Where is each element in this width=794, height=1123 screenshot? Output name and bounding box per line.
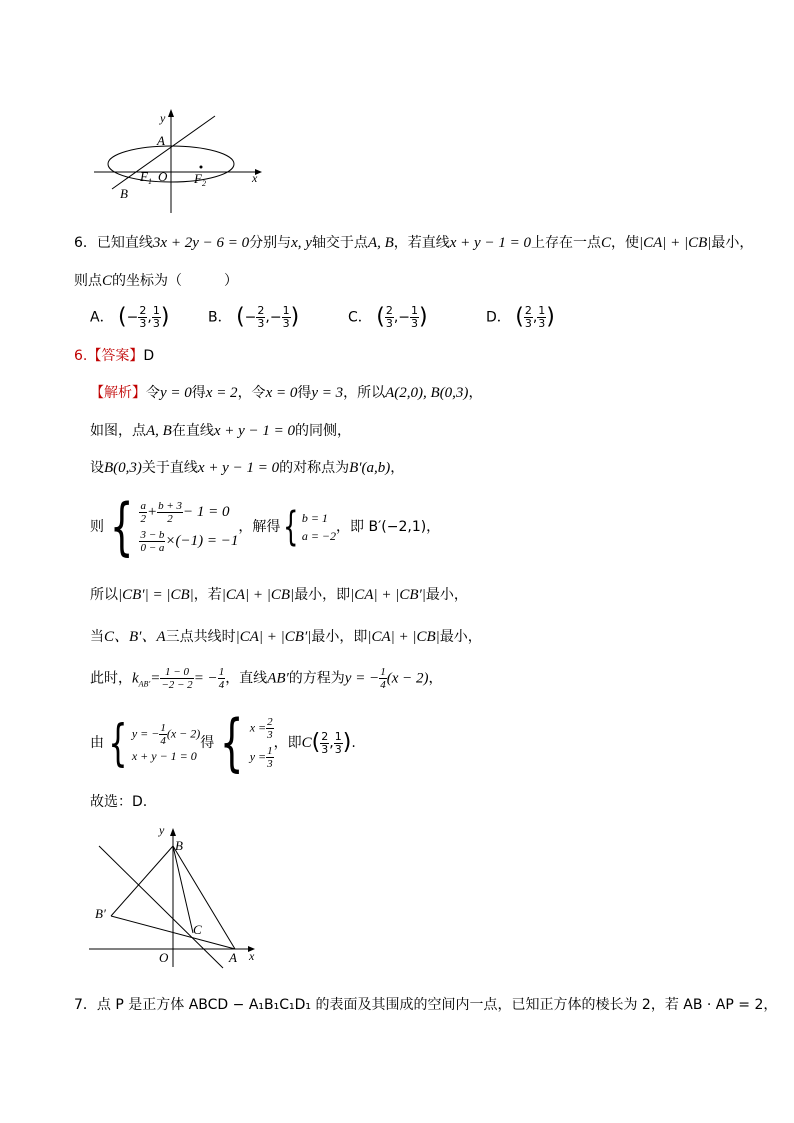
analysis-line4: 则{ $\frac{a}{2}$ + $\frac{b + 3}{2}$ − 1 = 0 $\frac{3 - b}{0 - a}$ ×(−1) = −1 ，解得{ b = 1 a = −2 ，即 B′(−2,1)， (90, 490, 441, 563)
label-a: A (229, 950, 237, 965)
math: x + y − 1 = 0 (197, 460, 280, 476)
text: ，即 B′(−2,1)， (336, 519, 441, 535)
analysis-line2 (90, 421, 351, 441)
label-o: O (159, 950, 169, 965)
text: 得 (200, 735, 215, 751)
y-axis-arrow (168, 109, 174, 117)
fraction: $\frac{1}{3}$ (282, 304, 290, 330)
analysis-line6 (90, 627, 482, 647)
text: ，即 (273, 735, 302, 751)
option-d[interactable]: D． ( $\frac{2}{3}$ , $\frac{1}{3}$ ) (486, 304, 555, 330)
label-x: x (249, 949, 255, 963)
option-sign: − (269, 309, 282, 326)
fraction: $\frac{2}{3}$ (524, 304, 532, 330)
answer-header (74, 346, 154, 366)
text: 最小，即 (294, 587, 351, 603)
text: 令 (146, 385, 160, 401)
option-sep: , (532, 309, 538, 326)
fraction: $\frac{2}{3}$ (385, 304, 393, 330)
math: x = 2 (205, 385, 238, 401)
fraction: $\frac{2}{3}$ (139, 304, 147, 330)
label-o: O (158, 169, 168, 184)
focus-f2-dot (200, 166, 203, 169)
text: 最小， (439, 629, 482, 645)
q6-line2 (74, 271, 238, 291)
reflection-figure (85, 822, 265, 972)
q6-text: 上存在一点 (530, 235, 601, 251)
text: ，令 (237, 385, 266, 401)
option-sep: , (265, 309, 270, 326)
q6-text: 最小， (711, 235, 754, 251)
q6-text: 分别与 (249, 235, 292, 251)
math: |CA| + |CB| (221, 587, 295, 603)
label-c: C (193, 922, 202, 937)
math: A, B (146, 423, 172, 439)
text: ， (468, 385, 483, 401)
text: ，解得 (238, 519, 281, 535)
segment-b-a (173, 846, 235, 949)
text: ，若 (193, 587, 222, 603)
q6-math: x, y (291, 235, 312, 251)
option-a[interactable]: A． (− $\frac{2}{3}$ , $\frac{1}{3}$ ) (90, 304, 170, 330)
option-label: A． (90, 309, 114, 326)
fraction: $\frac{2}{3}$ (257, 304, 265, 330)
q6-number: 6． (74, 235, 97, 251)
equation-system: y = − $\frac{1}{4}$ (x − 2) x + y − 1 = 0 (131, 721, 201, 763)
q7-line (74, 995, 777, 1015)
math: C、B′、A (104, 629, 166, 645)
analysis-line5 (90, 585, 468, 605)
equation-2: $\frac{3 - b}{0 - a}$ ×(−1) = −1 (140, 529, 239, 554)
q6-text: ，使 (610, 235, 639, 251)
math: B(0,3) (104, 460, 142, 476)
q6-math: |CA| + |CB| (638, 235, 712, 251)
q7-number: 7． (74, 997, 97, 1013)
analysis-line7: 此时，$k_{AB'}=$ $\frac{1 - 0}{-2 - 2}$ = − $\frac{1}{4}$ ，直线AB′的方程为y = − $\frac{1}{4}$ (x − 2)， (90, 666, 443, 691)
option-label: B． (208, 309, 232, 326)
label-f2: F (194, 171, 202, 186)
fraction: $\frac{1}{3}$ (411, 304, 419, 330)
q6-math: x + y − 1 = 0 (449, 235, 531, 251)
option-sign: − (126, 309, 139, 326)
text: 的同侧， (295, 423, 352, 439)
q6-math: A, B (367, 235, 394, 251)
q6-options (90, 305, 610, 335)
ellipse-figure (90, 105, 270, 215)
label-f2-sub: 2 (202, 179, 206, 188)
label-a: A (157, 133, 165, 148)
q6-math: C (600, 235, 611, 251)
answer-choice: D (143, 348, 155, 364)
analysis-line3 (90, 458, 404, 478)
fraction: $\frac{1}{4}$ (218, 666, 225, 691)
label-b: B (175, 838, 183, 853)
text: 当 (90, 629, 104, 645)
label-x: x (252, 171, 258, 185)
conclusion (90, 792, 147, 812)
option-label: C． (348, 309, 372, 326)
option-sign: − (398, 309, 411, 326)
q6-math: 3x + 2y − 6 = 0 (152, 235, 250, 251)
text: 所以 (90, 587, 118, 603)
option-label: D． (486, 309, 511, 326)
text: 得 (191, 385, 206, 401)
q6-math: C (102, 273, 113, 289)
solution-system: b = 1 a = −2 (301, 511, 337, 543)
analysis-line8: 由{ y = − $\frac{1}{4}$ (x − 2) x + y − 1 = 0 得{ x = $\frac{2}{3}$ y = $\frac{1}{3}$ ，即C( $\frac{2}{3}$ , $\frac{1}{3}$ ). (90, 706, 356, 779)
text: 最小，即 (311, 629, 368, 645)
fraction: $\frac{1 - 0}{-2 - 2}$ (161, 666, 193, 691)
label-y: y (159, 823, 165, 837)
math: y = 3 (311, 385, 344, 401)
q6-line1 (74, 233, 753, 253)
text: 最小， (425, 587, 468, 603)
option-c[interactable]: C． ( $\frac{2}{3}$ ,− $\frac{1}{3}$ ) (348, 304, 428, 330)
label-bprime: B′ (95, 906, 106, 921)
math: B′(a,b) (349, 460, 391, 476)
text: 三点共线时 (165, 629, 236, 645)
label-f1: F (140, 169, 148, 184)
conclusion-text: 故选：D. (90, 794, 148, 810)
text: 关于直线 (141, 460, 198, 476)
equation-system (139, 500, 238, 554)
math: A(2,0), B(0,3) (385, 385, 469, 401)
q6-text: 则点 (74, 273, 102, 289)
option-sign: − (244, 309, 257, 326)
answer-label: 6.【答案】 (74, 348, 144, 364)
label-b: B (120, 186, 128, 201)
math: |CA| + |CB| (367, 629, 440, 645)
segment-bprime-b (111, 846, 173, 916)
fraction: $\frac{1}{4}$ (380, 666, 386, 691)
option-sep: , (147, 309, 152, 326)
math: x + y − 1 = 0 (213, 423, 296, 439)
text: ， (390, 460, 405, 476)
math: y = 0 (160, 385, 192, 401)
text: 此时， (90, 670, 132, 687)
option-sep: , (393, 309, 399, 326)
text: 则 (90, 519, 104, 535)
q7-text: 点 P 是正方体 ABCD − A₁B₁C₁D₁ 的表面及其围成的空间内一点，已知正方体的棱长为 2，若 AB · AP = 2， (96, 997, 778, 1013)
option-b[interactable]: B． (− $\frac{2}{3}$ ,− $\frac{1}{3}$ ) (208, 304, 300, 330)
label-f1-sub: 1 (148, 177, 152, 186)
analysis-label: 【解析】 (90, 385, 146, 401)
solution-system: x = $\frac{2}{3}$ y = $\frac{1}{3}$ (249, 716, 273, 770)
fraction: $\frac{1}{3}$ (152, 304, 160, 330)
y-axis-arrow (170, 828, 176, 836)
text: 的对称点为 (279, 460, 350, 476)
text: 在直线 (171, 423, 214, 439)
label-y: y (160, 111, 166, 125)
text: 设 (90, 460, 104, 476)
segment-b-c (173, 846, 193, 933)
math: x = 0 (265, 385, 298, 401)
text: 得 (297, 385, 312, 401)
text: 如图，点 (90, 423, 146, 439)
q6-text: ，若直线 (393, 235, 450, 251)
q6-text: 轴交于点 (311, 235, 368, 251)
math: |CA| + |CB′| (235, 629, 312, 645)
q6-text: 的坐标为（ ） (112, 273, 239, 289)
fraction: $\frac{1}{3}$ (538, 304, 546, 330)
equation-1: $\frac{a}{2}$ + $\frac{b + 3}{2}$ − 1 = 0 (140, 500, 230, 525)
text: ，所以 (343, 385, 386, 401)
q6-text: 已知直线 (96, 235, 153, 251)
text: 由 (90, 735, 104, 751)
analysis-line1 (90, 383, 482, 403)
math: |CA| + |CB′| (350, 587, 426, 603)
math: |CB′| = |CB| (118, 587, 194, 603)
